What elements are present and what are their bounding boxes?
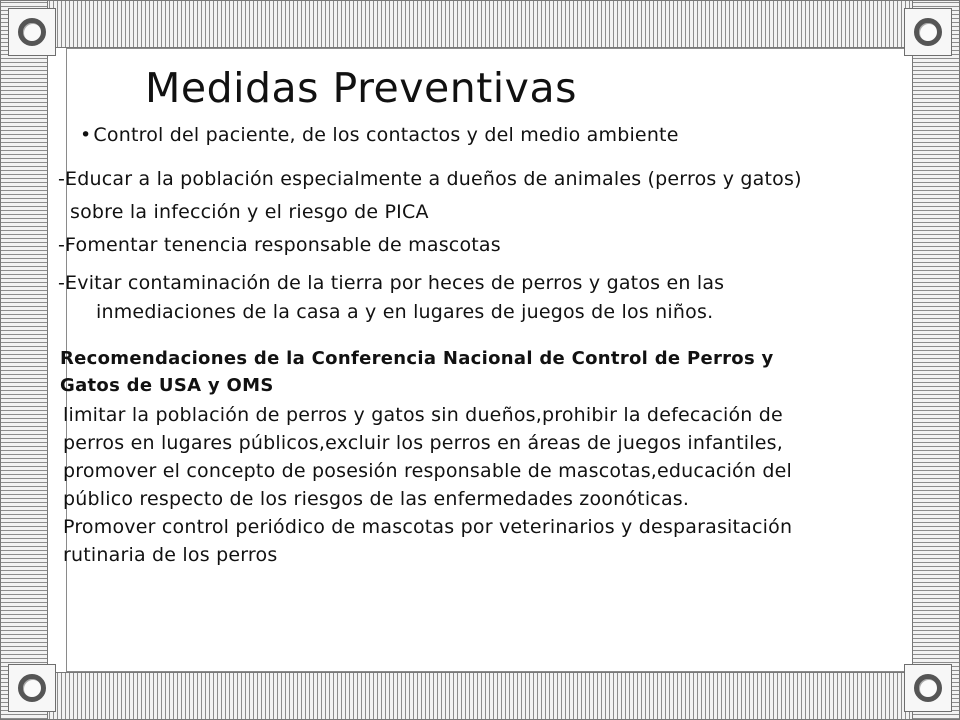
recommendations-body-line: rutinaria de los perros bbox=[63, 544, 278, 566]
bullet-item bbox=[80, 122, 679, 148]
recommendations-heading-line: Gatos de USA y OMS bbox=[60, 375, 274, 396]
corner-top-left bbox=[8, 8, 56, 56]
item-educar-line-1: -Educar a la población especialmente a dueños de animales (perros y gatos) bbox=[58, 168, 802, 190]
recommendations-body-line: limitar la población de perros y gatos sin dueños,prohibir la defecación de bbox=[63, 404, 783, 426]
border-right bbox=[912, 0, 960, 720]
border-inner-line-top bbox=[66, 48, 912, 49]
item-evitar-line-2: inmediaciones de la casa a y en lugares de juegos de los niños. bbox=[96, 301, 714, 323]
recommendations-body-line: público respecto de los riesgos de las enfermedades zoonóticas. bbox=[63, 488, 690, 510]
border-bottom bbox=[0, 672, 960, 720]
slide-title: Medidas Preventivas bbox=[145, 64, 577, 112]
border-inner-line-bottom bbox=[66, 671, 912, 672]
border-left bbox=[0, 0, 48, 720]
recommendations-body-line: perros en lugares públicos,excluir los perros en áreas de juegos infantiles, bbox=[63, 432, 783, 454]
recommendations-heading-line: Recomendaciones de la Conferencia Nacional de Control de Perros y bbox=[60, 348, 774, 369]
recommendations-body-line: promover el concepto de posesión responsable de mascotas,educación del bbox=[63, 460, 792, 482]
corner-bottom-left bbox=[8, 664, 56, 712]
corner-top-right bbox=[904, 8, 952, 56]
item-evitar-line-1: -Evitar contaminación de la tierra por heces de perros y gatos en las bbox=[58, 272, 725, 294]
recommendations-body bbox=[63, 401, 792, 569]
ring-icon bbox=[18, 18, 46, 46]
border-top bbox=[0, 0, 960, 48]
recommendations-heading bbox=[60, 345, 774, 399]
ring-icon bbox=[914, 674, 942, 702]
item-educar-line-2: sobre la infección y el riesgo de PICA bbox=[70, 201, 429, 223]
bullet-text: Control del paciente, de los contactos y del medio ambiente bbox=[93, 124, 679, 146]
recommendations-body-line: Promover control periódico de mascotas por veterinarios y desparasitación bbox=[63, 516, 793, 538]
ring-icon bbox=[18, 674, 46, 702]
bullet-dot-icon: • bbox=[80, 124, 92, 146]
corner-bottom-right bbox=[904, 664, 952, 712]
ring-icon bbox=[914, 18, 942, 46]
item-fomentar: -Fomentar tenencia responsable de mascotas bbox=[58, 234, 501, 256]
